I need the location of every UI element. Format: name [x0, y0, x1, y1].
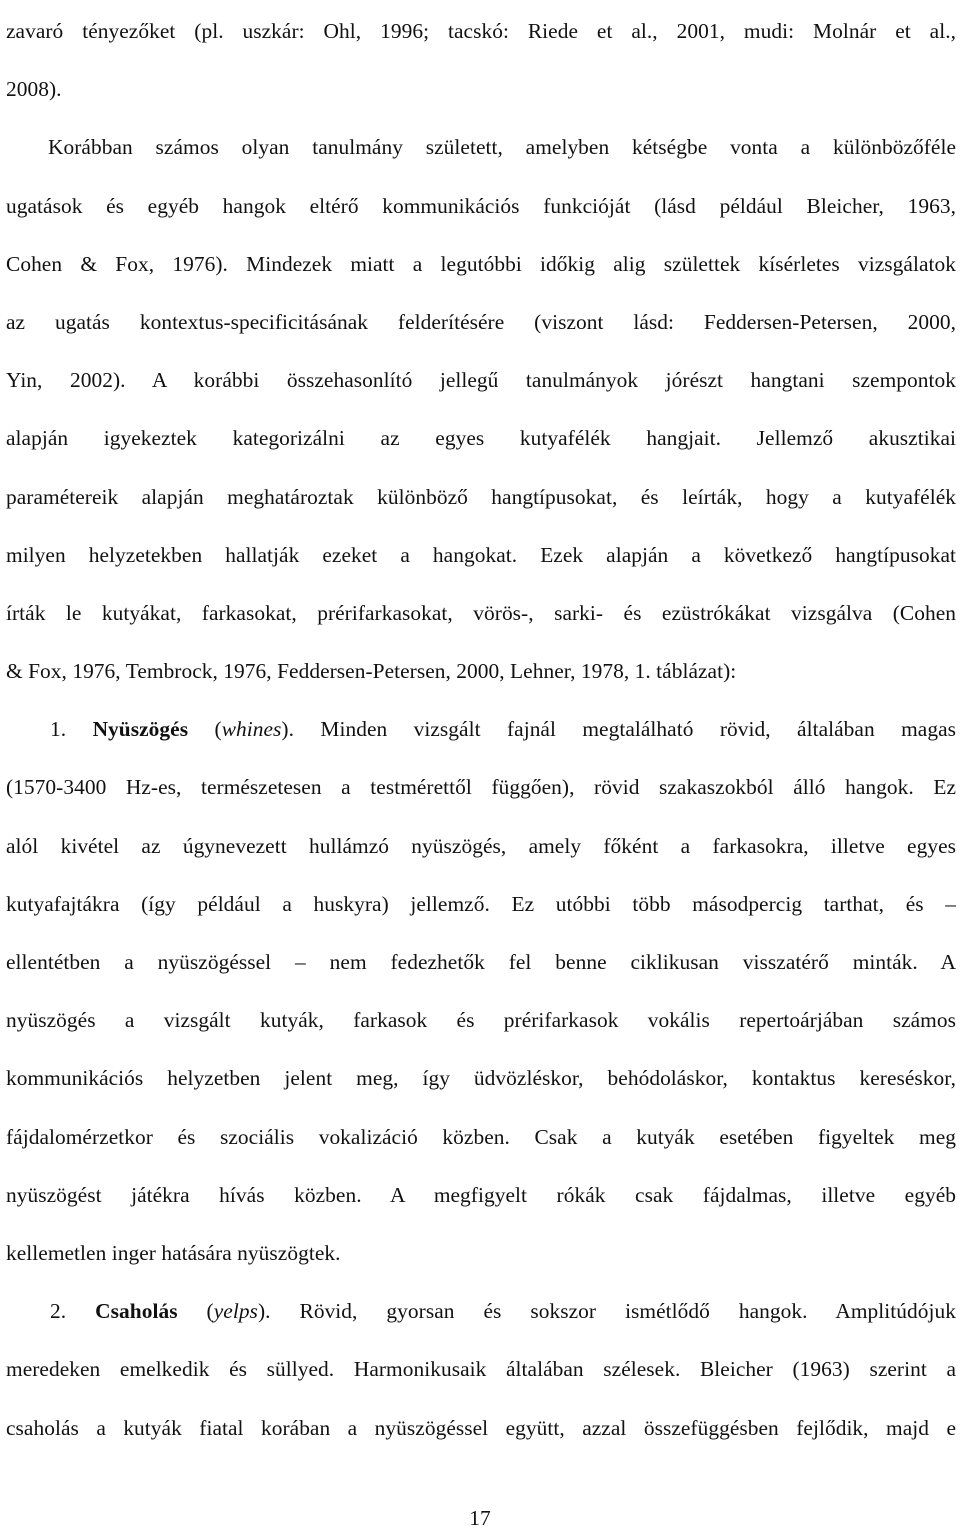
text-line: ugatások és egyéb hangok eltérő kommunikációs funkcióját (lásd például Bleicher, 1963,	[6, 193, 956, 218]
text-line: milyen helyzetekben hallatják ezeket a hangokat. Ezek alapján a következő hangtípusokat	[6, 542, 956, 567]
item-term: Csaholás	[95, 1299, 178, 1324]
list-item-2-first-line: 2. Csaholás (yelps). Rövid, gyorsan és sokszor ismétlődő hangok. Amplitúdójuk	[50, 1299, 956, 1324]
list-item-1-first-line: 1. Nyüszögés (whines). Minden vizsgált fajnál megtalálható rövid, általában magas	[50, 717, 956, 742]
text-line: (1570-3400 Hz-es, természetesen a testmérettől függően), rövid szakaszokból álló hangok. Ez	[6, 775, 956, 800]
text-line: Cohen & Fox, 1976). Mindezek miatt a legutóbbi időkig alig születtek kísérletes vizsgálatok	[6, 251, 956, 276]
text-line: alapján igyekeztek kategorizálni az egyes kutyafélék hangjait. Jellemző akusztikai	[6, 426, 956, 451]
item-term: Nyüszögés	[92, 717, 189, 742]
text-line: kutyafajtákra (így például a huskyra) jellemző. Ez utóbbi több másodpercig tarthat, és –	[6, 891, 956, 916]
text-line: Yin, 2002). A korábbi összehasonlító jellegű tanulmányok jórészt hangtani szempontok	[6, 368, 956, 393]
text-line: nyüszögés a vizsgált kutyák, farkasok és prérifarkasok vokális repertoárjában számos	[6, 1008, 956, 1033]
text-line: zavaró tényezőket (pl. uszkár: Ohl, 1996; tacskó: Riede et al., 2001, mudi: Molnár et al.,	[6, 19, 956, 43]
item-english-term: whines	[221, 717, 282, 742]
text-line: az ugatás kontextus-specificitásának felderítésére (viszont lásd: Feddersen-Petersen, 2000,	[6, 309, 956, 334]
text-line: ellentétben a nyüszögéssel – nem fedezhetők fel benne ciklikusan visszatérő minták. A	[6, 950, 956, 974]
text-line: paramétereik alapján meghatároztak különböző hangtípusokat, és leírták, hogy a kutyafélék	[6, 484, 956, 509]
text-line: csaholás a kutyák fiatal korában a nyüszögéssel együtt, azzal összefüggésben fejlődik, majd e	[6, 1415, 956, 1440]
item-number: 2.	[50, 1299, 67, 1324]
text-line: 2008).	[6, 77, 62, 102]
item-english-term: yelps	[213, 1299, 258, 1324]
text-line: írták le kutyákat, farkasokat, prérifarkasokat, vörös-, sarki- és ezüstrókákat vizsgálva (Cohen	[6, 600, 956, 625]
text-line: nyüszögést játékra hívás közben. A megfigyelt rókák csak fájdalmas, illetve egyéb	[6, 1182, 956, 1207]
text-line: Korábban számos olyan tanulmány született, amelyben kétségbe vonta a különbözőféle	[48, 135, 956, 160]
page-number: 17	[469, 1506, 491, 1530]
text-line: alól kivétel az úgynevezett hullámzó nyüszögés, amely főként a farkasokra, illetve egyes	[6, 833, 956, 858]
text-line: kommunikációs helyzetben jelent meg, így üdvözléskor, behódoláskor, kontaktus kereséskor,	[6, 1066, 956, 1091]
document-body	[6, 2, 956, 1457]
item-number: 1.	[50, 717, 67, 742]
text-line: & Fox, 1976, Tembrock, 1976, Feddersen-Petersen, 2000, Lehner, 1978, 1. táblázat):	[6, 659, 737, 684]
text-line: kellemetlen inger hatására nyüszögtek.	[6, 1240, 341, 1265]
text-line: meredeken emelkedik és süllyed. Harmonikusaik általában szélesek. Bleicher (1963) szerint a	[6, 1357, 956, 1382]
text-line: fájdalomérzetkor és szociális vokalizáció közben. Csak a kutyák esetében figyeltek meg	[6, 1124, 956, 1149]
